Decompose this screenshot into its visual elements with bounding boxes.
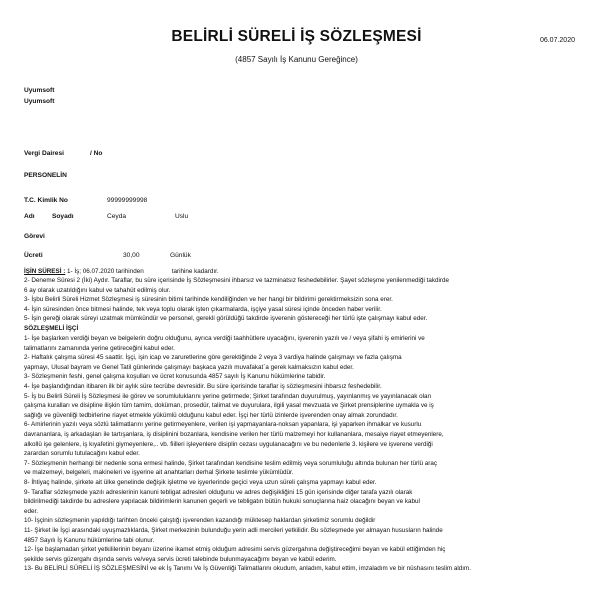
obligation-clause-line: 3- Sözleşmenin feshi, genel çalışma koşulları ve ücret konusunda 4857 sayılı İş Kanunu hükümlerine tabidir.: [24, 373, 326, 381]
first-name-label: Adı: [24, 213, 35, 220]
obligation-clause-line: 10- İşçinin sözleşmenin yapıldığı tarihten önceki çalıştığı işverenden kazandığı müktesep haklardan şirketimiz sorumlu değildir: [24, 517, 376, 525]
term-clause-line: 2- Deneme Süresi 2 (İki) Aydır. Taraflar, bu süre içerisinde İş Sözleşmesini ihbarsız ve tazminatsız feshedebilirler. Şayet sözleşme yenilenmediği takdirde: [24, 277, 449, 284]
term-clause-line: 3- İşbu Belirli Süreli Hizmet Sözleşmesi iş süresinin bitimi tarihinde kendiliğinden ve her hangi bir bildirimi gerektirmeksizin sona erer.: [24, 296, 393, 304]
personnel-heading: PERSONELİN: [24, 172, 67, 179]
obligation-clause-line: 4857 Sayılı İş Kanunu hükümlerine tabi olunur.: [24, 536, 155, 544]
obligations-heading: SÖZLEŞMELİ İŞÇİ: [24, 325, 79, 332]
obligation-clause-line: 1- İşe başlarken verdiği beyan ve belgelerin doğru olduğunu, ayrıca verdiği taahhütlere uyacağını, işverenin yazılı ve / veya şifahi iş emirlerini ve: [24, 335, 425, 342]
obligation-clause-line: 4- İşe başlandığından itibaren ilk bir aylık süre tecrübe devresidir. Bu süre içerisinde taraflar iş sözleşmesini ihbarsız feshedebilir.: [24, 383, 382, 390]
document-subtitle: (4857 Sayılı İş Kanunu Gereğince): [235, 55, 358, 64]
wage-label: Ücreti: [24, 252, 43, 259]
document-title: BELİRLİ SÜRELİ İŞ SÖZLEŞMESİ: [171, 28, 422, 45]
obligation-clause-line: zarardan sorumlu tutulacağını kabul eder.: [24, 450, 140, 458]
tc-id-value: 99999999998: [107, 197, 148, 204]
employer-name-2: Uyumsoft: [24, 98, 55, 105]
term-clause-line: 6 ay olarak uzatıldığını kabul ve tahahüt edilmiş olur.: [24, 286, 171, 294]
obligation-clause-line: 12- İşe başlamadan şirket yetkililerinin beyanı üzerine ikamet etmiş olduğum adresimi servis güzergahına değiştireceğimi beyan ve kabül ettiğimden hiç: [24, 546, 446, 554]
wage-unit: Günlük: [170, 252, 191, 259]
obligation-clause-line: ve malzemeyi, belgeleri, makineleri ve işyerine ait anahtarları derhal Şirkete teslimle yükümlüdür.: [24, 469, 294, 477]
obligation-clause-line: 13- Bu BELİRLİ SÜRELİ İŞ SÖZLEŞMESİNİ ve ek İş Tanımı Ve İş Güvenliği Talimatlarını okudum, anladım, kabul ettim, imzaladım ve bir nüshasını teslim aldım.: [24, 565, 472, 573]
obligation-clause-line: 5- İş bu Belirli Süreli İş Sözleşmesi ile görev ve sorumluluklarını yerine getirmede; Şirket tarafından duyurulmuş, yayınlanmış ve yayınlanacak olan: [24, 392, 432, 400]
obligation-clause-line: bildirilmediği takdirde bu adreslere yapılacak bildirimlerin kanunen geçerli ve tebligatın bütün hukuki sonuçlarına haiz olacağını beyan ve kabul: [24, 498, 420, 506]
obligation-clause-line: sağlığı ve güvenliği tedbirlerine riayet etmekle yükümlü olduğunu kabul eder. İşçi her türlü izinlerde işverenden onay almak zorundadır.: [24, 411, 398, 419]
obligation-clause-line: çalışma kuralları ve disipline ilişkin tüm tamim, doküman, prosedür, talimat ve duyurulara, ilgili yasal mevzuata ve Şirket prensiplerine uymakla ve iş: [24, 402, 434, 410]
obligation-clause-line: davrananlara, iş arkadaşları ile tartışanlara, iş disiplinini bozanlara, kendisine verilen her türlü malzemeyi hor kullananlara, mesaiye riayet etmeyenlere,: [24, 431, 444, 438]
obligation-clause-line: eder.: [24, 507, 39, 515]
term-label: İŞİN SÜRESİ :: [24, 268, 66, 275]
obligation-clause-line: 11- Şirket ile İşçi arasındaki uyuşmazlıklarda, Şirket merkezinin bulunduğu yerin adli mercileri yetkilidir. Bu sözleşmede yer almayan hususların halinde: [24, 527, 443, 534]
term-end-text: tarihine kadardır.: [171, 268, 219, 275]
first-name-value: Ceyda: [107, 213, 127, 220]
obligation-clause-line: yapmayı, Ulusal bayram ve Genel Tatil günlerinde çalışmayı başkaca yazılı muvafakat`a gerek kalmaksızın kabul eder.: [24, 363, 354, 371]
term-clause-line: 5- İşin gereği olarak süreyi uzatmak mümkündür ve personel, gerekli görüldüğü takdirde işverenin göstereceği her türlü işte çalışmayı kabul eder.: [24, 315, 428, 323]
surname-label: Soyadı: [52, 213, 74, 220]
employer-name-1: Uyumsoft: [24, 87, 55, 94]
duty-label: Görevi: [24, 233, 45, 240]
tc-id-label: T.C. Kimlik No: [24, 197, 68, 204]
tax-office-label: Vergi Dairesi: [24, 150, 64, 157]
surname-value: Uslu: [175, 213, 189, 220]
obligation-clause-line: 7- Sözleşmenin herhangi bir nedenle sona ermesi halinde, Şirket tarafından kendisine teslim edilmiş veya sorumluluğu altında bulunan her türlü araç: [24, 459, 438, 467]
obligation-clause-line: talimatlarını zamanında yerine getireceğini kabul eder.: [24, 344, 175, 352]
document-date: 06.07.2020: [539, 37, 575, 44]
term-clause-line: 4- İşin süresinden önce bitmesi halinde, tek veya toplu olarak işten çıkarmalarda, işçiye yasal süresi içinde önceden haber verilir.: [24, 305, 382, 313]
obligation-clause-line: 6- Amirlerinin yazılı veya sözlü talimatlarını yerine getirmeyenlere, verilen işi yapmayanlara-noksan yapanlara, işi yaparken ihmalkar ve kusurlu: [24, 421, 422, 429]
tax-number-label: / No: [90, 150, 103, 157]
obligation-clause-line: 9- Taraflar sözleşmede yazılı adreslerinin kanuni tebligat adresleri olduğunu ve adres değişikliğini 15 gün içerisinde diğer tarafa yazılı olarak: [24, 488, 413, 496]
term-start-text: 1- İş; 06.07.2020 tarihinden: [65, 268, 144, 275]
obligation-clause-line: alkollü işe gelenlere, iş kıyafetini giymeyenlere,.. vb. fiilleri işleyenlere disiplin cezası uygulanacağını ve bu nedenlerle 3. kişilere ve işverene verdiği: [24, 440, 433, 448]
wage-value: 30,00: [123, 252, 140, 259]
obligation-clause-line: şekilde servis güzergahı dışında servis ve/veya servis ücreti talebinde bulunmayacağımı beyan ve kabül ederim.: [24, 555, 337, 563]
obligation-clause-line: 2- Haftalık çalışma süresi 45 saattir. İşçi, işin icap ve zaruretlerine göre gerektiğinde 2 veya 3 vardiya halinde çalışmayı ve fazla çalışma: [24, 354, 402, 362]
obligation-clause-line: 8- İhtiyaç halinde, şirkete ait ülke genelinde değişik işletme ve işyerlerinde geçici veya uzun süreli çalışma yapmayı kabul eder.: [24, 479, 377, 486]
